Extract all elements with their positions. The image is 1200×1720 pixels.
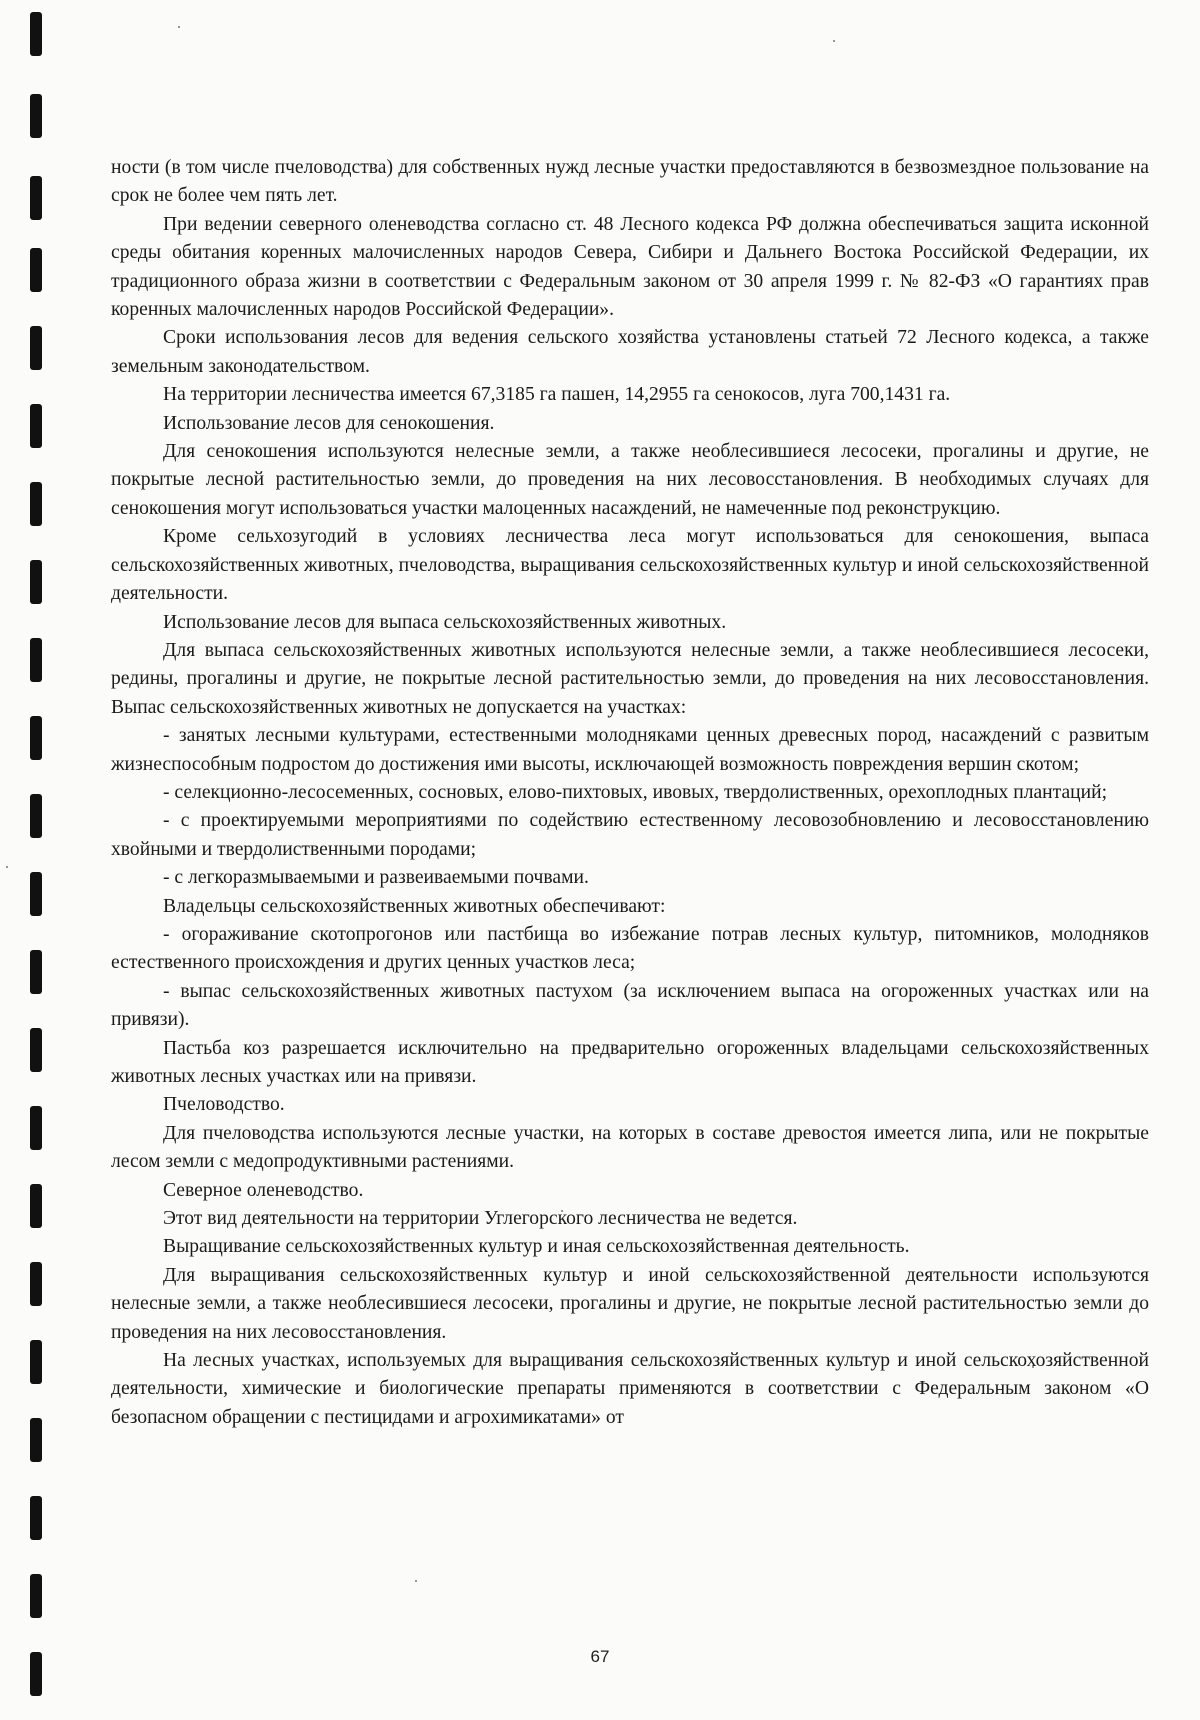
scan-speck xyxy=(6,866,8,868)
list-item: - селекционно-лесосеменных, сосновых, елово-пихтовых, ивовых, твердолиственных, орехоплодных плантаций; xyxy=(163,781,1108,803)
paragraph: При ведении северного оленеводства согласно ст. 48 Лесного кодекса РФ должна обеспечиваться защита исконной среды обитания коренных малочисленных народов Севера, Сибири и Дальнего Востока Российской Федерации, их традиционного образа жизни в соответствии с Федеральным законом от 30 апреля 1999 г. № 82-ФЗ «О гарантиях прав коренных малочисленных народов Российской Федерации». xyxy=(111,213,1149,321)
paragraph: На территории лесничества имеется 67,3185 га пашен, 14,2955 га сенокосов, луга 700,1431 га. xyxy=(163,384,951,406)
binding-hole xyxy=(30,1418,42,1462)
binding-hole xyxy=(30,482,42,526)
paragraph: Для выпаса сельскохозяйственных животных используются нелесные земли, а также необлесившиеся лесосеки, редины, прогалины и другие, не покрытые лесной растительностью земли, до проведения на них лесовосстановления. Выпас сельскохозяйственных животных не допускается на участках: xyxy=(111,639,1149,718)
section-heading: Северное оленеводство. xyxy=(163,1179,364,1201)
binding-hole xyxy=(30,1028,42,1072)
list-item: - выпас сельскохозяйственных животных пастухом (за исключением выпаса на огороженных участках или на привязи). xyxy=(111,980,1149,1031)
list-item: - с проектируемыми мероприятиями по содействию естественному лесовозобновлению и лесовосстановлению хвойными и твердолиственными породами; xyxy=(111,810,1149,860)
binding-hole xyxy=(30,94,42,138)
paragraph: Для выращивания сельскохозяйственных культур и иной сельскохозяйственной деятельности используются нелесные земли, а также необлесившиеся лесосеки, прогалины и другие, не покрытые лесной растительностью земли до проведения на них лесовосстановления. xyxy=(111,1264,1149,1343)
paragraph: Для сенокошения используются нелесные земли, а также необлесившиеся лесосеки, прогалины и другие, не покрытые лесной растительностью земли, до проведения на них лесовосстановления. В необходимых случаях для сенокошения могут использоваться участки малоценных насаждений, не намеченные под реконструкцию. xyxy=(111,441,1149,519)
paragraph: Владельцы сельскохозяйственных животных обеспечивают: xyxy=(163,895,666,917)
binding-holes xyxy=(26,0,48,1720)
section-heading: Выращивание сельскохозяйственных культур и иная сельскохозяйственная деятельность. xyxy=(163,1236,910,1258)
paragraph: Этот вид деятельности на территории Углегорского лесничества не ведется. xyxy=(163,1208,798,1230)
binding-hole xyxy=(30,872,42,916)
paragraph: Пастьба коз разрешается исключительно на предварительно огороженных владельцами сельскохозяйственных животных лесных участках или на привязи. xyxy=(111,1037,1149,1087)
binding-hole xyxy=(30,950,42,994)
section-heading: Пчеловодство. xyxy=(163,1094,285,1116)
binding-hole xyxy=(30,1262,42,1306)
binding-hole xyxy=(30,1184,42,1228)
scan-speck xyxy=(833,40,835,42)
binding-hole xyxy=(30,794,42,838)
page-number: 67 xyxy=(590,1647,610,1666)
list-item: - занятых лесными культурами, естественными молодняками ценных древесных пород, насаждений с развитым жизнеспособным подростом до достижения ими высоты, исключающей возможность повреждения вершин скотом; xyxy=(111,725,1149,775)
binding-hole xyxy=(30,560,42,604)
paragraph: На лесных участках, используемых для выращивания сельскохозяйственных культур и иной сельскохозяйственной деятельности, химические и биологические препараты применяются в соответствии с Федеральным законом «О безопасном обращении с пестицидами и агрохимикатами» от xyxy=(111,1350,1149,1428)
binding-hole xyxy=(30,1574,42,1618)
paragraph: Кроме сельхозугодий в условиях лесничества леса могут использоваться для сенокошения, выпаса сельскохозяйственных животных, пчеловодства, выращивания сельскохозяйственных культур и иной сельскохозяйственной деятельности. xyxy=(111,526,1149,605)
list-item: - с легкоразмываемыми и развеиваемыми почвами. xyxy=(163,867,589,889)
document-body xyxy=(111,154,1149,1432)
section-heading: Использование лесов для выпаса сельскохозяйственных животных. xyxy=(163,611,727,633)
binding-hole xyxy=(30,404,42,448)
binding-hole xyxy=(30,638,42,682)
paragraph: Для пчеловодства используются лесные участки, на которых в составе древостоя имеется липа, или не покрытые лесом земли с медопродуктивными растениями. xyxy=(111,1122,1149,1173)
binding-hole xyxy=(30,1340,42,1384)
scan-speck xyxy=(415,1580,417,1582)
binding-hole xyxy=(30,326,42,370)
paragraph: ности (в том числе пчеловодства) для собственных нужд лесные участки предоставляются в безвозмездное пользование на срок не более чем пять лет. xyxy=(111,157,1149,207)
section-heading: Использование лесов для сенокошения. xyxy=(163,412,495,434)
binding-hole xyxy=(30,12,42,56)
binding-hole xyxy=(30,1106,42,1150)
scan-speck xyxy=(178,26,180,28)
binding-hole xyxy=(30,716,42,760)
binding-hole xyxy=(30,176,42,220)
list-item: - огораживание скотопрогонов или пастбища во избежание потрав лесных культур, питомников, молодняков естественного происхождения и других ценных участков леса; xyxy=(111,923,1149,974)
paragraph: Сроки использования лесов для ведения сельского хозяйства установлены статьей 72 Лесного кодекса, а также земельным законодательством. xyxy=(111,327,1149,377)
binding-hole xyxy=(30,1496,42,1540)
binding-hole xyxy=(30,248,42,292)
